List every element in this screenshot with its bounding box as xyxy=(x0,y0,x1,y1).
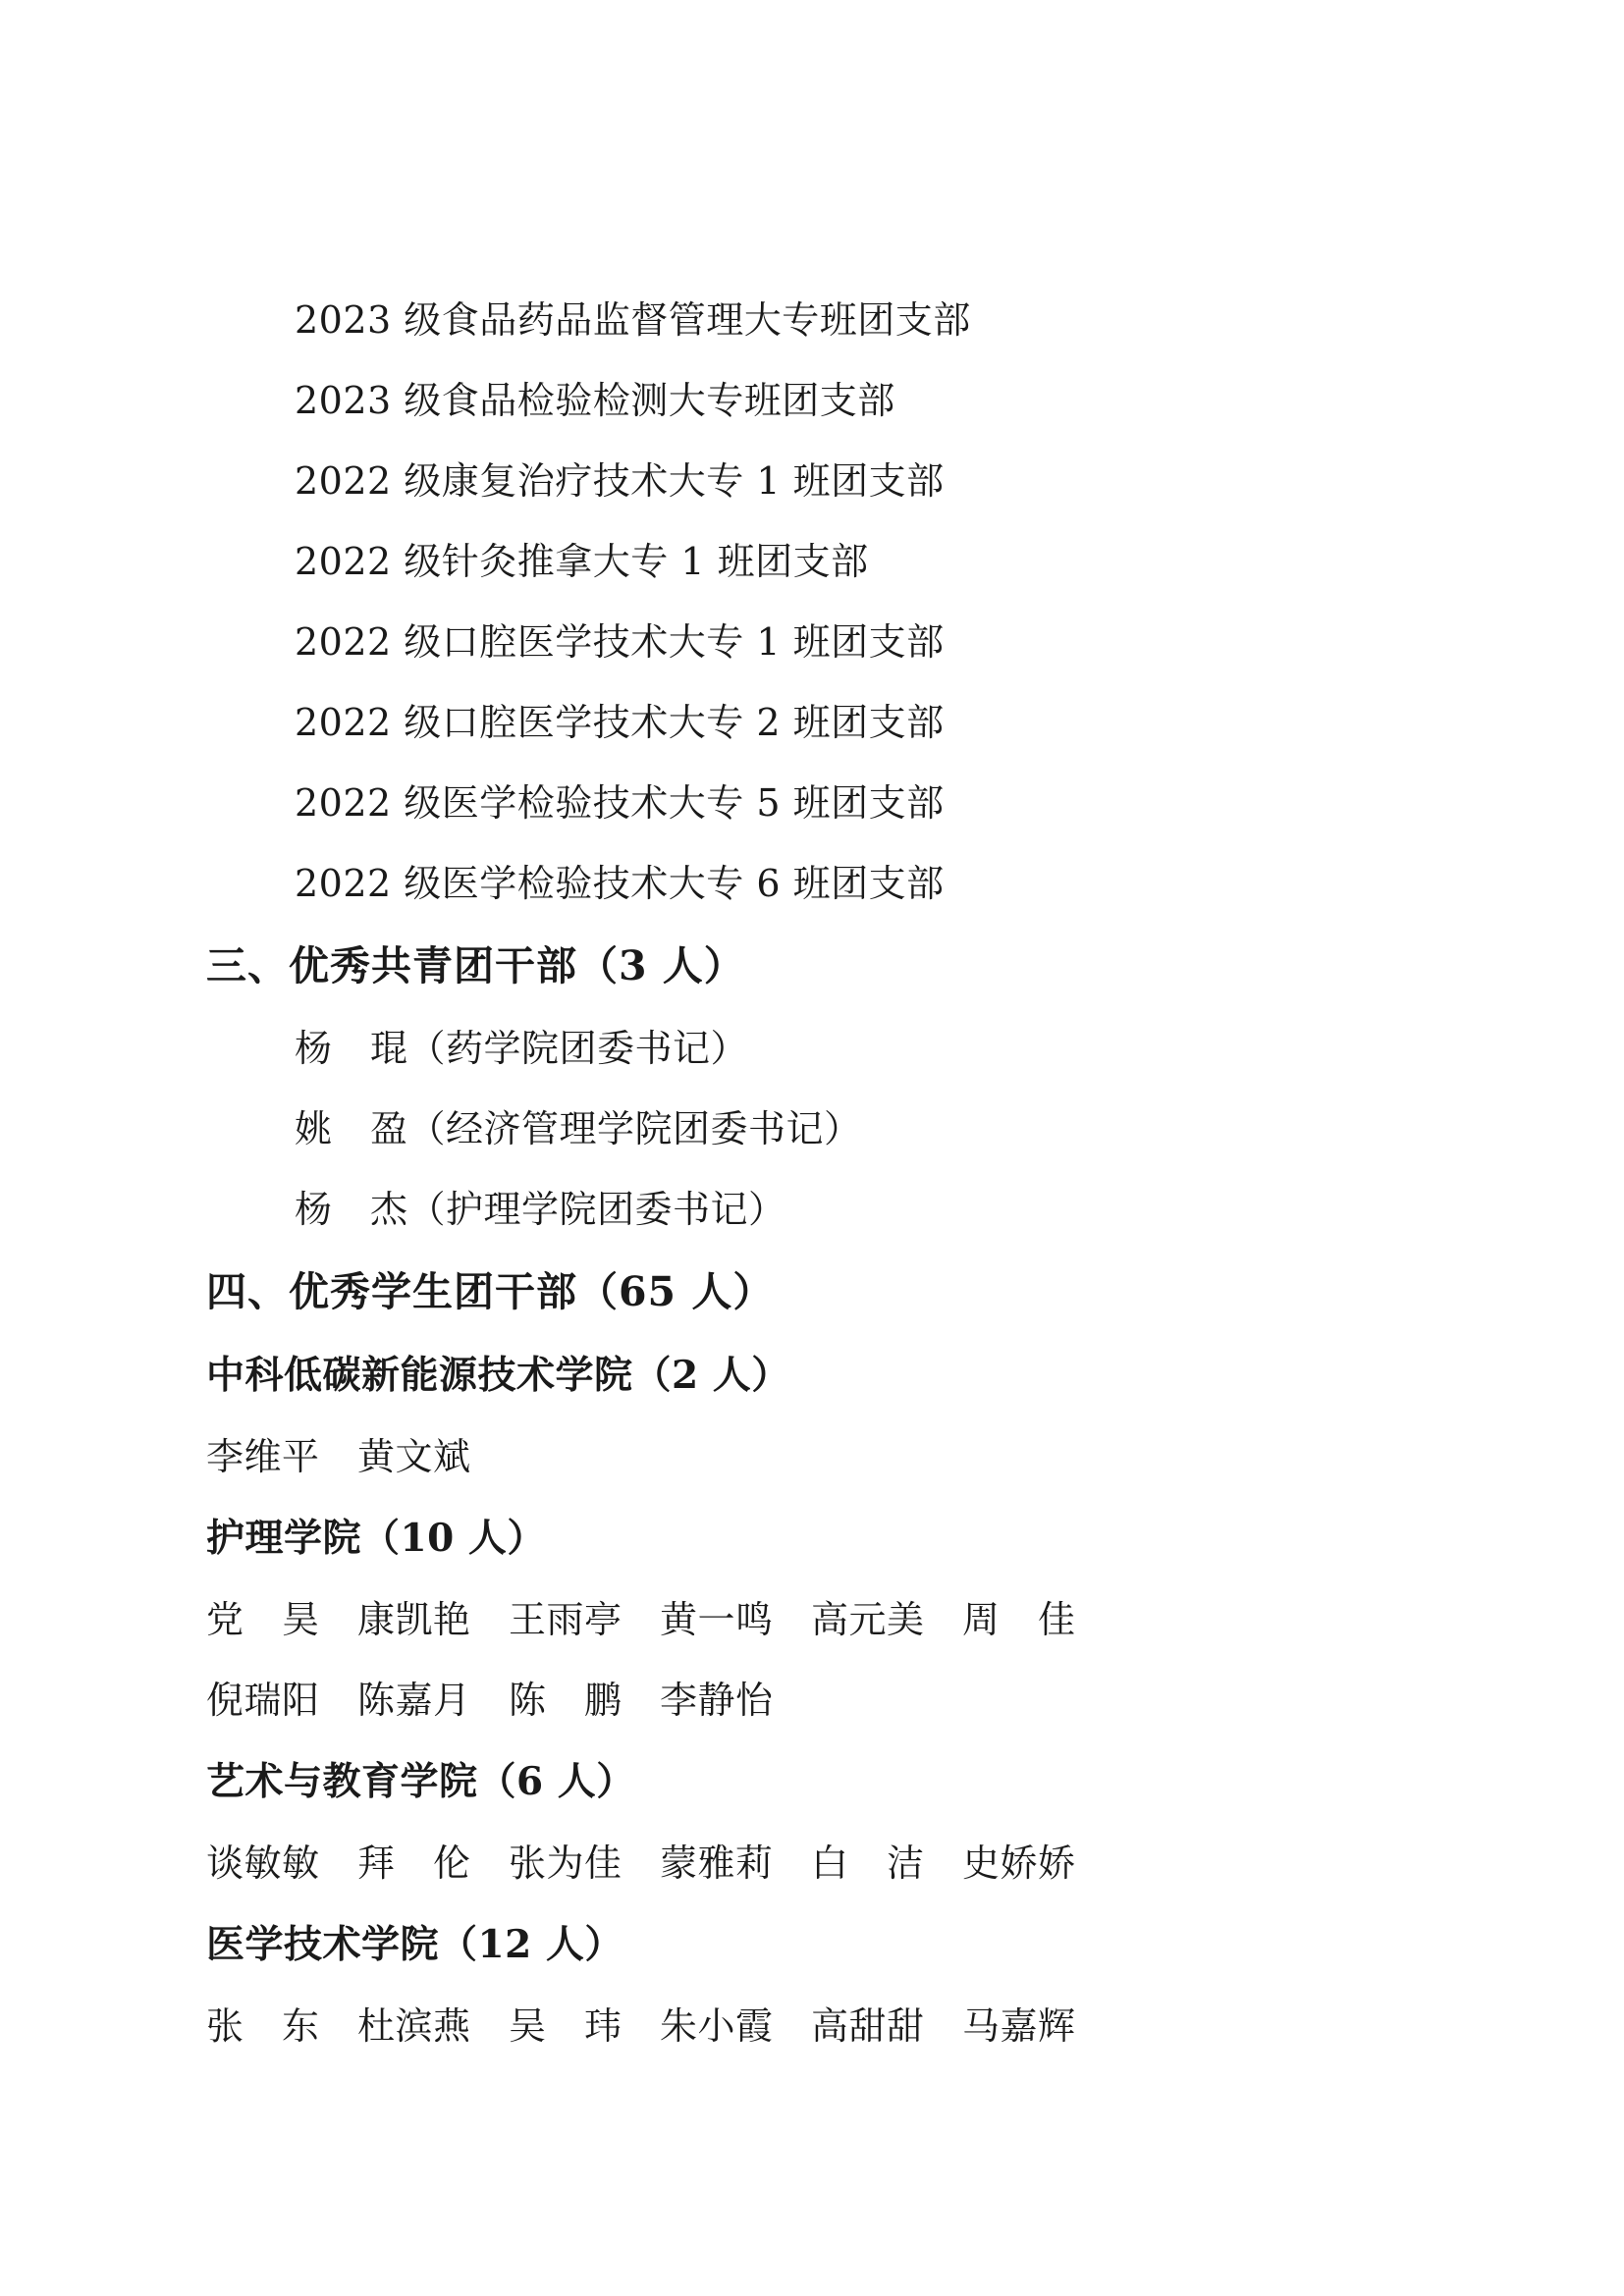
name-row: 谈敏敏 拜 伦 张为佳 蒙雅莉 白 洁 史娇娇 xyxy=(206,1842,1076,1885)
branch-item: 2022 级针灸推拿大专 1 班团支部 xyxy=(295,540,869,583)
branch-item: 2023 级食品药品监督管理大专班团支部 xyxy=(295,298,971,342)
section-heading-four: 四、优秀学生团干部（65 人） xyxy=(206,1268,775,1315)
person-entry: 杨 杰（护理学院团委书记） xyxy=(295,1188,786,1231)
name-row: 党 昊 康凯艳 王雨亭 黄一鸣 高元美 周 佳 xyxy=(206,1598,1076,1641)
name-row: 张 东 杜滨燕 吴 玮 朱小霞 高甜甜 马嘉辉 xyxy=(206,2004,1076,2048)
branch-item: 2022 级康复治疗技术大专 1 班团支部 xyxy=(295,459,945,503)
college-heading: 艺术与教育学院（6 人） xyxy=(206,1759,635,1804)
college-heading: 中科低碳新能源技术学院（2 人） xyxy=(206,1353,790,1398)
section-heading-three: 三、优秀共青团干部（3 人） xyxy=(206,942,745,989)
branch-item: 2022 级口腔医学技术大专 1 班团支部 xyxy=(295,620,945,664)
branch-item: 2022 级口腔医学技术大专 2 班团支部 xyxy=(295,701,945,744)
person-entry: 姚 盈（经济管理学院团委书记） xyxy=(295,1107,862,1150)
college-heading: 医学技术学院（12 人） xyxy=(206,1922,623,1967)
name-row: 倪瑞阳 陈嘉月 陈 鹏 李静怡 xyxy=(206,1679,774,1722)
branch-item: 2023 级食品检验检测大专班团支部 xyxy=(295,379,895,422)
branch-item: 2022 级医学检验技术大专 6 班团支部 xyxy=(295,862,945,905)
name-row: 李维平 黄文斌 xyxy=(206,1435,471,1478)
person-entry: 杨 琨（药学院团委书记） xyxy=(295,1027,749,1070)
college-heading: 护理学院（10 人） xyxy=(206,1516,546,1561)
branch-item: 2022 级医学检验技术大专 5 班团支部 xyxy=(295,781,945,825)
